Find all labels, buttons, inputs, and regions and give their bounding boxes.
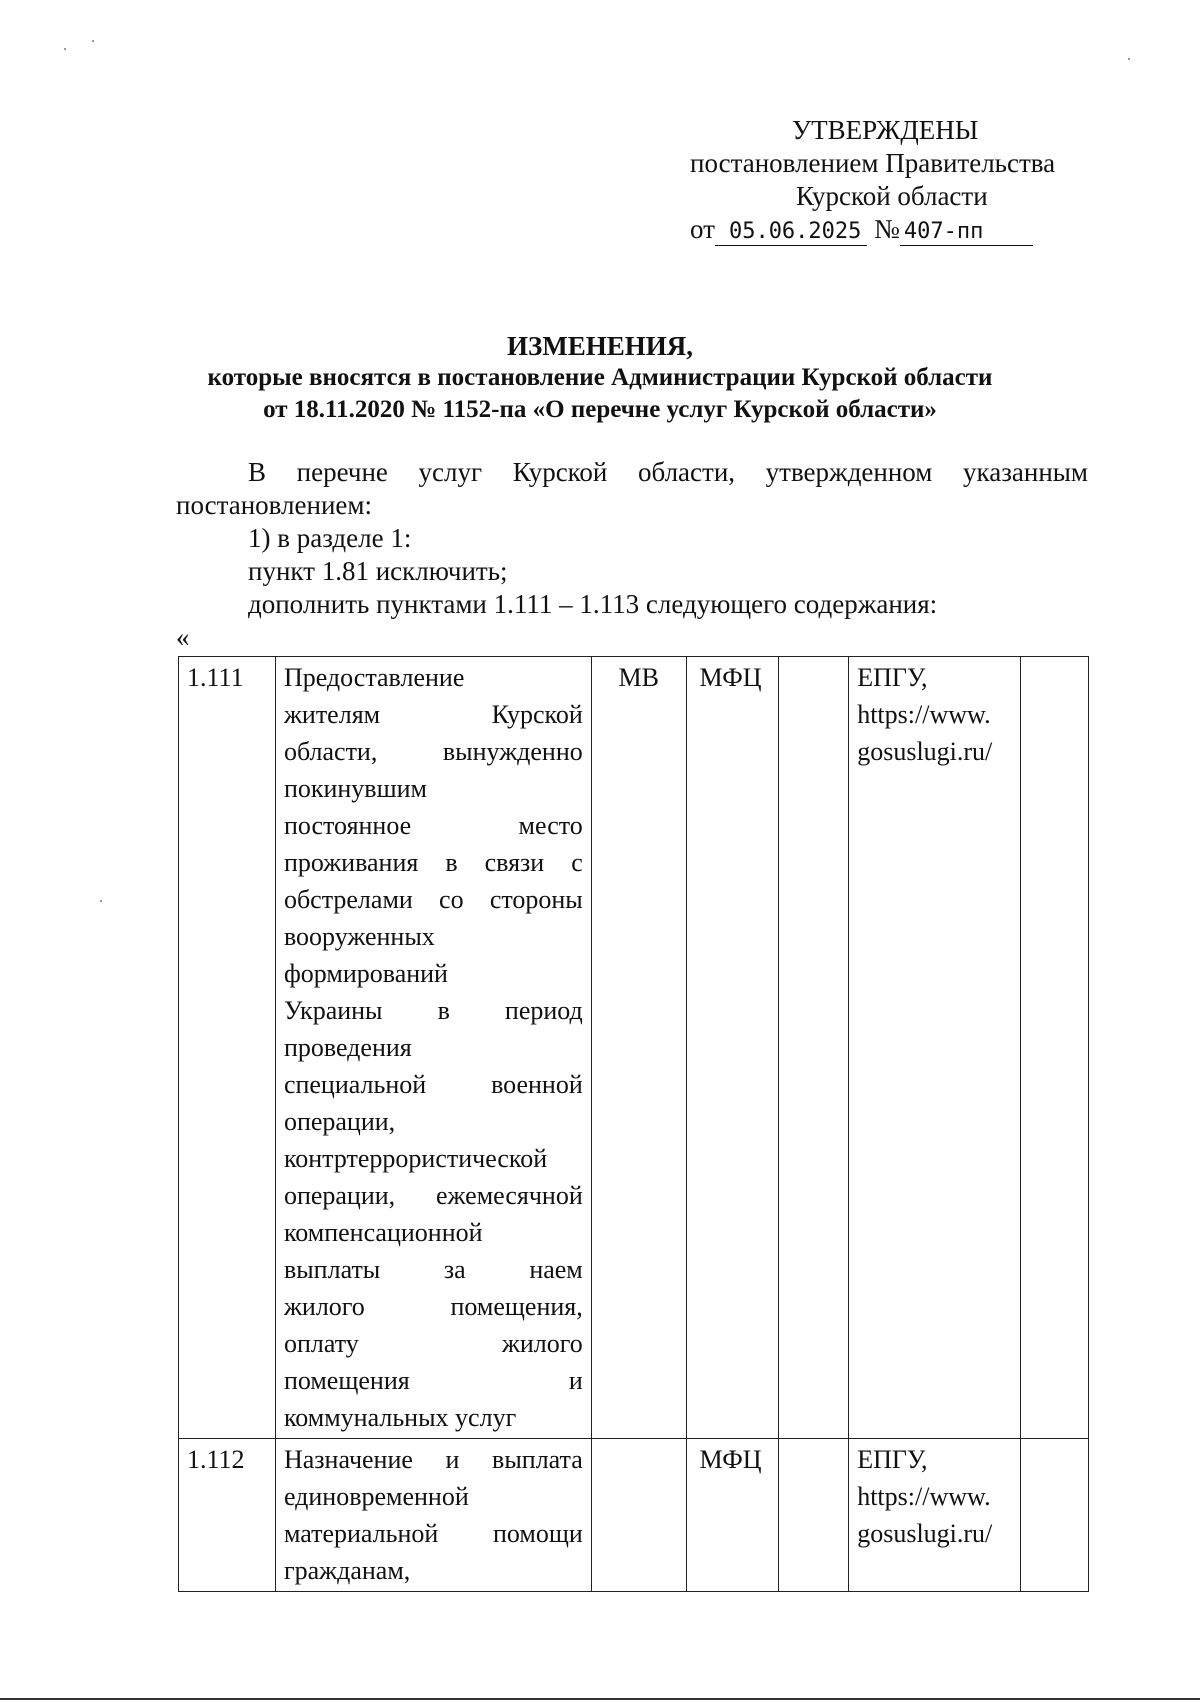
open-quote: «: [176, 622, 190, 652]
service-name-line: операции, ежемесячной: [283, 1181, 583, 1210]
service-name-line: выплаты за наем: [283, 1255, 583, 1284]
cell-mv: [591, 1439, 686, 1592]
approval-line-2: постановлением Правительства: [690, 148, 1056, 178]
cell-mv: МВ: [591, 657, 686, 1439]
service-name-line: вооруженных: [283, 922, 435, 951]
approval-block: [690, 114, 1090, 246]
cell-mfc: МФЦ: [686, 1439, 779, 1592]
approval-heading: УТВЕРЖДЕНЫ: [792, 115, 979, 145]
service-name-line: специальной военной: [283, 1070, 583, 1099]
cell-empty: [779, 1439, 849, 1592]
cell-number: 1.111: [179, 657, 276, 1439]
cell-mfc: МФЦ: [686, 657, 779, 1439]
service-name-line: коммунальных услуг: [283, 1403, 517, 1432]
number-prefix: №: [874, 214, 900, 244]
document-body: [176, 456, 1088, 621]
service-name-line: жителям Курской: [283, 700, 583, 729]
cell-empty: [779, 657, 849, 1439]
approval-line-3: Курской области: [796, 181, 988, 211]
service-name-line: Украины в период: [283, 996, 583, 1025]
service-name-line: покинувшим: [283, 774, 427, 803]
cell-epgu: [849, 657, 1021, 1439]
service-name-line: проживания в связи с: [283, 848, 583, 877]
service-name-line: оплату жилого: [283, 1329, 583, 1358]
title-main: ИЗМЕНЕНИЯ,: [506, 331, 693, 361]
table-row: [179, 1439, 1089, 1592]
body-item-3: дополнить пунктами 1.111 – 1.113 следующего содержания:: [248, 589, 938, 619]
service-name-line: материальной помощи: [283, 1519, 583, 1548]
date-prefix: от: [690, 214, 715, 244]
service-name-line: операции,: [283, 1107, 396, 1136]
service-name-line: гражданам,: [283, 1556, 411, 1585]
approval-date-line: [690, 213, 1090, 246]
scan-dot: [100, 900, 102, 902]
epgu-line: https://www.: [857, 1482, 991, 1511]
body-item-1: 1) в разделе 1:: [248, 523, 412, 553]
service-name-line: обстрелами со стороны: [283, 885, 583, 914]
epgu-line: ЕПГУ,: [857, 1445, 928, 1474]
cell-epgu: [849, 1439, 1021, 1592]
service-name-line: компенсационной: [283, 1218, 483, 1247]
service-name-line: единовременной: [283, 1482, 469, 1511]
epgu-line: gosuslugi.ru/: [857, 1519, 993, 1548]
services-table-body: [179, 657, 1089, 1592]
service-name-line: контртеррористической: [283, 1144, 548, 1173]
cell-number: 1.112: [179, 1439, 276, 1592]
service-name-line: проведения: [283, 1033, 412, 1062]
service-name-line: помещения и: [283, 1366, 583, 1395]
service-name-line: формирований: [283, 959, 448, 988]
service-name-line: области, вынужденно: [283, 737, 583, 766]
table-row: [179, 657, 1089, 1439]
scan-bottom-edge: [0, 1698, 1200, 1700]
service-name-line: Предоставление: [283, 663, 465, 692]
scan-dot: [92, 40, 94, 42]
epgu-line: gosuslugi.ru/: [857, 737, 993, 766]
approval-date: 05.06.2025: [715, 219, 867, 246]
epgu-line: ЕПГУ,: [857, 663, 928, 692]
epgu-line: https://www.: [857, 700, 991, 729]
scan-dot: [64, 48, 66, 50]
approval-number: 407-пп: [900, 219, 1033, 246]
cell-service-name: [275, 1439, 591, 1592]
cell-service-name: [275, 657, 591, 1439]
service-name-line: жилого помещения,: [283, 1292, 583, 1321]
body-paragraph-1-continued: постановлением:: [176, 490, 372, 520]
service-name-line: постоянное место: [283, 811, 583, 840]
cell-empty: [1021, 657, 1089, 1439]
services-table: [178, 656, 1089, 1592]
document-title: [160, 330, 1040, 426]
body-paragraph-1: В перечне услуг Курской области, утвержденном указанным: [248, 457, 1088, 487]
cell-empty: [1021, 1439, 1089, 1592]
service-name-line: Назначение и выплата: [283, 1445, 583, 1474]
scan-dot: [1128, 58, 1130, 60]
title-line-3: от 18.11.2020 № 1152-па «О перечне услуг Курской области»: [263, 396, 937, 423]
body-item-2: пункт 1.81 исключить;: [248, 556, 508, 586]
title-line-2: которые вносятся в постановление Администрации Курской области: [207, 364, 993, 391]
